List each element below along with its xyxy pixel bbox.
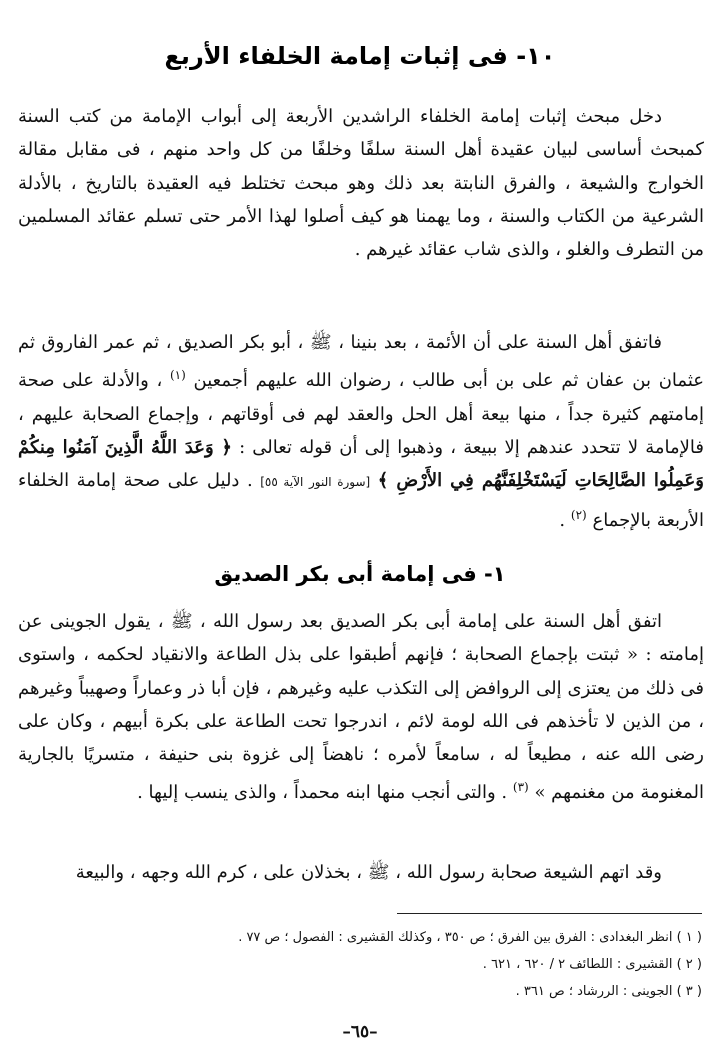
footnote-1: ( ١ ) انظر البغدادى : الفرق بين الفرق ؛ ص ٣٥٠ ، وكذلك القشيرى : الفصول ؛ ص ٧٧ . [238, 930, 702, 945]
footnote-2: ( ٢ ) القشيرى : اللطائف ٢ / ٦٢٠ ، ٦٢١ . [482, 957, 702, 972]
paragraph-abu-bakr [18, 605, 704, 810]
section-heading: ١٠- فى إثبات إمامة الخلفاء الأربع [164, 42, 556, 70]
footnote-ref-1[interactable]: (١) [169, 368, 186, 383]
footnote-ref-2[interactable]: (٢) [570, 508, 587, 523]
subsection-heading: ١- فى إمامة أبى بكر الصديق [214, 562, 506, 586]
paragraph-text: . [559, 510, 566, 532]
footnotes [150, 924, 702, 1005]
paragraph-shia: وقد اتهم الشيعة صحابة رسول الله ، ﷺ ، بخذلان على ، كرم الله وجهه ، والبيعة [75, 862, 662, 883]
paragraph-caliphs [18, 326, 704, 538]
paragraph-text: . والتى أنجب منها ابنه محمداً ، والذى ينسب إليها . [137, 782, 508, 804]
paragraph-intro: دخل مبحث إثبات إمامة الخلفاء الراشدين الأربعة إلى أبواب الإمامة من كتب السنة كمبحث أساسى لبيان عقيدة أهل السنة سلفًا وخلفًا من كل واحد منهم ، فى مقابل مقالة الخوارج والشيعة ، والفرق النابتة بعد ذلك وهو مبحث تختلط فيه العقيدة بالتاريخ ، بالأدلة الشرعية من الكتاب والسنة ، وما يهمنا هو كيف أصلوا لهذا الأمر حتى تسلم عقائد المسلمين من التطرف والغلو ، والذى شاب عقائد غيرهم . [18, 106, 704, 261]
paragraph-text: فاتفق أهل السنة على أن الأئمة ، بعد بنينا ، ﷺ ، أبو بكر الصديق ، ثم عمر الفاروق ثم عثمان بن عفان ثم على بن أبى طالب ، رضوان الله عليهم أجمعين [18, 332, 704, 392]
quran-verse: ﴿ وَعَدَ اللَّهُ الَّذِينَ آمَنُوا مِنكُمْ وَعَمِلُوا الصَّالِحَاتِ لَيَسْتَخْلِفَنَّهُم فِي الأَرْضِ ﴾ [18, 436, 704, 492]
paragraph-text: . دليل على صحة إمامة الخلفاء الأربعة بالإجماع [18, 470, 704, 532]
paragraph-text: اتفق أهل السنة على إمامة أبى بكر الصديق بعد رسول الله ، ﷺ ، يقول الجوينى عن إمامته : « ثبتت بإجماع الصحابة ؛ فإنهم أطبقوا على بذل الطاعة والانقياد لحكمه ، واستوى فى ذلك من يعتزى إلى الروافض إلى التكذب عليه وغيرهم ، فإن أبا ذر وعماراً وصهيباً وغيرهم ، من الذين لا تأخذهم فى الله لومة لائم ، اندرجوا تحت الطاعة على بكرة أبيهم ، وكان على رضى الله عنه ، مطيعاً له ، سامعاً لأمره ؛ ناهضاً إلى غزوة بنى حنيفة ، متسريًا بالجارية المغنومة من مغنمهم » [18, 611, 704, 804]
footnote-ref-3[interactable]: (٣) [512, 780, 529, 795]
footnote-3: ( ٣ ) الجوينى : الررشاد ؛ ص ٣٦١ . [515, 984, 702, 999]
paragraph-text: ، والأدلة على صحة إمامتهم كثيرة جداً ، منها بيعة أهل الحل والعقد لهم فى أوقاتهم ، وإجماع الصحابة عليهم ، فالإمامة لا تتحدد عندهم إلا ببيعة ، وذهبوا إلى أن قوله تعالى : [18, 370, 704, 458]
page-number: –٦٥– [342, 1022, 378, 1042]
footnote-divider [397, 913, 702, 914]
verse-reference: [سورة النور الآية ٥٥] [260, 475, 371, 490]
